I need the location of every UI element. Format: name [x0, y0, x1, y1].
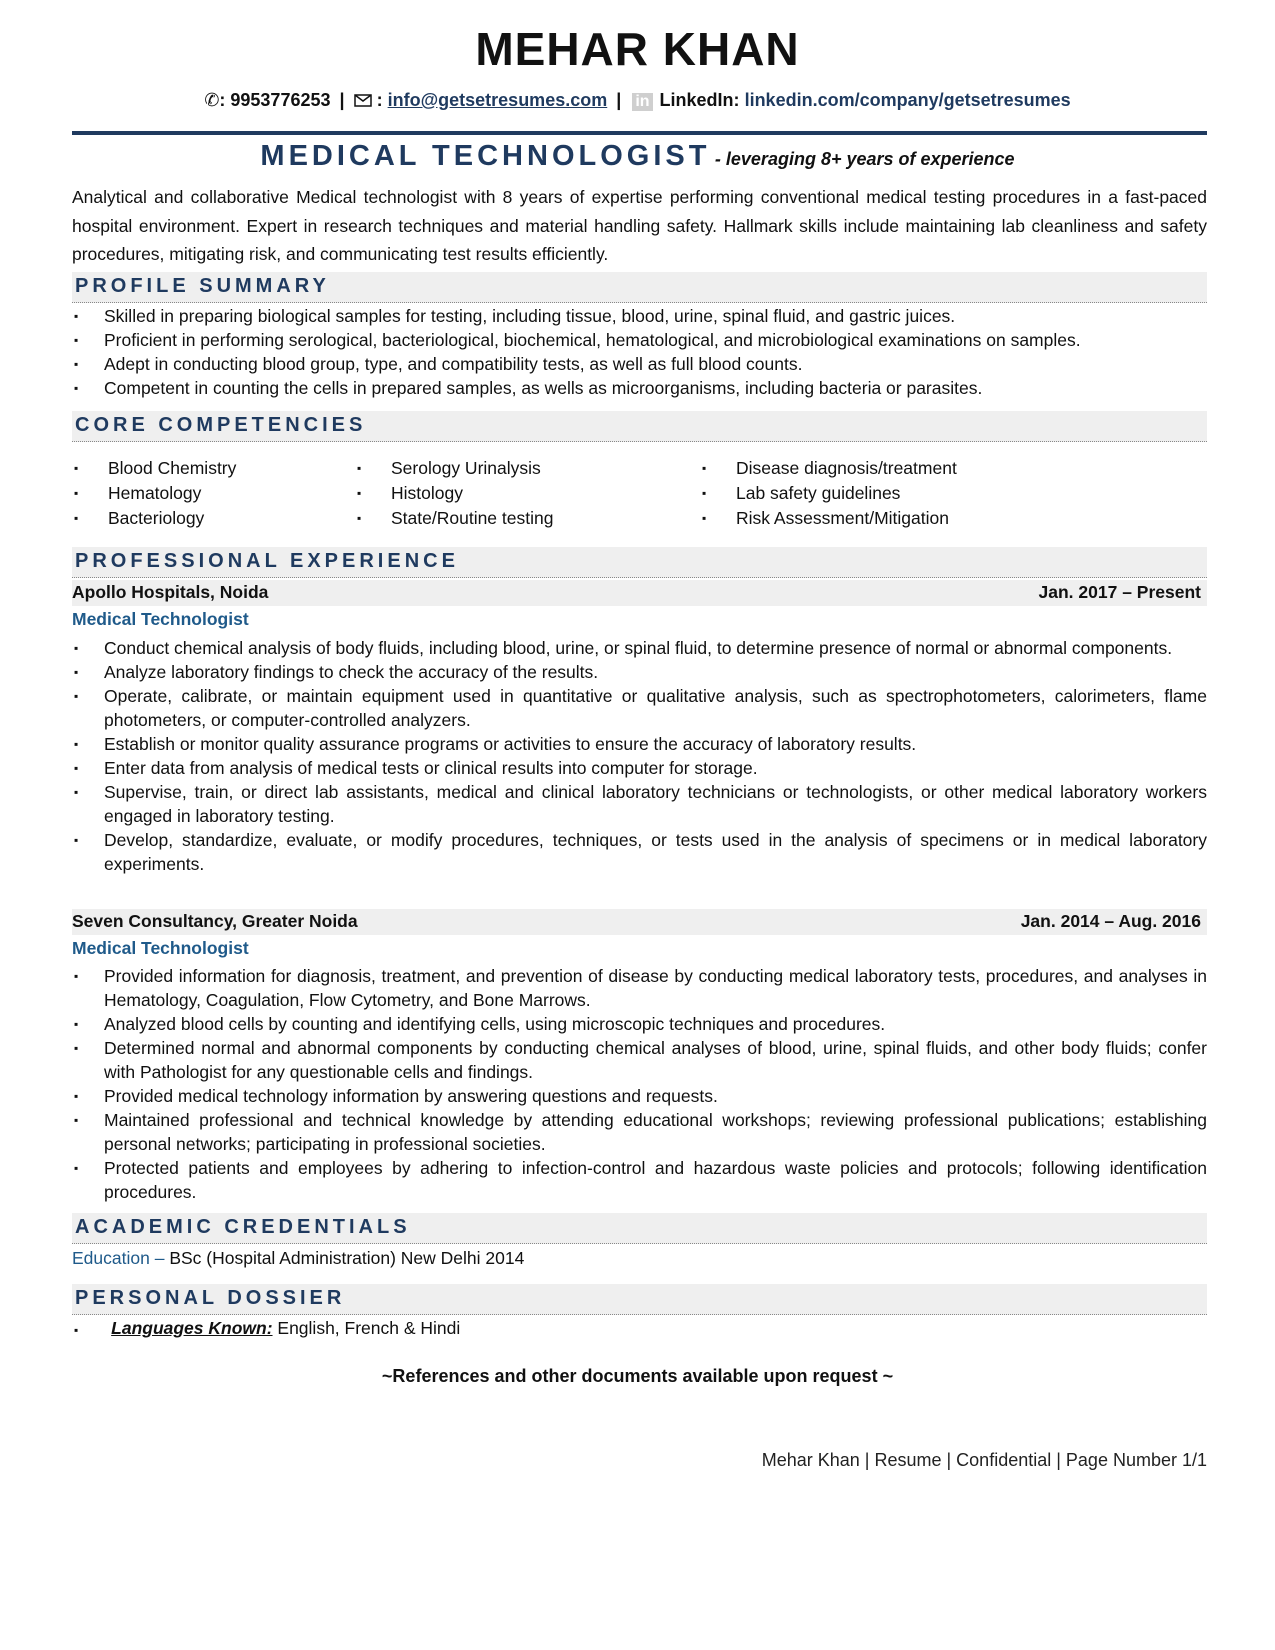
competencies-column-1 — [72, 456, 236, 531]
section-header-core-competencies: CORE COMPETENCIES — [72, 411, 1207, 442]
list-item: ▪ Operate, calibrate, or maintain equipment used in quantitative or qualitative analysis, such as spectrophotometers, calorimeters, flame photometers, or computer-controlled analyzers. — [74, 686, 1207, 730]
list-item: ▪ Analyzed blood cells by counting and identifying cells, using microscopic techniques and procedures. — [74, 1014, 886, 1034]
languages-label: Languages Known: — [111, 1318, 273, 1338]
list-item: ▪ Provided information for diagnosis, treatment, and prevention of disease by conducting medical laboratory tests, procedures, and analyses in Hematology, Coagulation, Flow Cytometry, and Bone Marrows. — [74, 966, 1207, 1010]
candidate-name: MEHAR KHAN — [475, 23, 800, 75]
separator: | — [616, 90, 622, 110]
experience-tagline: - leveraging 8+ years of experience — [714, 149, 1015, 169]
employer-name: Apollo Hospitals, Noida — [72, 582, 269, 602]
list-item: ▪ Histology — [357, 483, 463, 503]
page-footer: Mehar Khan | Resume | Confidential | Page Number 1/1 — [761, 1450, 1207, 1470]
list-item: ▪ Supervise, train, or direct lab assistants, medical and clinical laboratory technicians or technologists, or other medical laboratory workers engaged in laboratory testing. — [74, 782, 1207, 826]
competencies-column-2 — [355, 456, 553, 531]
list-item: ▪ Bacteriology — [74, 508, 205, 528]
section-header-personal-dossier: PERSONAL DOSSIER — [72, 1284, 1207, 1315]
list-item: ▪ State/Routine testing — [357, 508, 554, 528]
list-item: ▪ Hematology — [74, 483, 202, 503]
separator: | — [339, 90, 345, 110]
header-divider — [72, 131, 1207, 135]
list-item: ▪ Blood Chemistry — [74, 458, 237, 478]
job-title: Medical Technologist — [72, 609, 249, 629]
education-label: Education – — [72, 1248, 165, 1268]
section-header-professional-experience: PROFESSIONAL EXPERIENCE — [72, 547, 1207, 578]
list-item: ▪ Adept in conducting blood group, type, and compatibility tests, as well as full blood counts. — [74, 354, 803, 374]
linkedin-label: LinkedIn: — [659, 90, 740, 110]
list-item: ▪ Competent in counting the cells in prepared samples, as wells as microorganisms, including bacteria or parasites. — [74, 378, 983, 398]
job-header — [72, 580, 1207, 606]
list-item: ▪ Risk Assessment/Mitigation — [702, 508, 949, 528]
envelope-icon — [354, 90, 377, 110]
education-entry — [72, 1248, 524, 1269]
section-header-profile-summary: PROFILE SUMMARY — [72, 272, 1207, 303]
languages-entry: ▪ Languages Known: English, French & Hindi — [74, 1318, 461, 1338]
linkedin-link[interactable]: linkedin.com/company/getsetresumes — [744, 90, 1071, 110]
section-header-academic-credentials: ACADEMIC CREDENTIALS — [72, 1213, 1207, 1244]
job-responsibilities-list — [72, 636, 1207, 876]
list-item: ▪ Analyze laboratory findings to check the accuracy of the results. — [74, 662, 599, 682]
competencies-column-3 — [700, 456, 957, 531]
job-responsibilities-list — [72, 964, 1207, 1204]
employment-dates: Jan. 2014 – Aug. 2016 — [1020, 911, 1201, 931]
list-item: ▪ Determined normal and abnormal components by conducting chemical analyses of blood, urine, spinal fluids, and other body fluids; confer with Pathologist for any questionable cells and findings. — [74, 1038, 1207, 1082]
list-item: ▪ Disease diagnosis/treatment — [702, 458, 957, 478]
job-title: Medical Technologist — [72, 938, 249, 958]
list-item: ▪ Protected patients and employees by adhering to infection-control and hazardous waste policies and protocols; following identification procedures. — [74, 1158, 1207, 1202]
list-item: ▪ Enter data from analysis of medical tests or clinical results into computer for storage. — [74, 758, 758, 778]
list-item: ▪ Proficient in performing serological, bacteriological, biochemical, hematological, and microbiological examinations on samples. — [74, 330, 1081, 350]
list-item: ▪ Serology Urinalysis — [357, 458, 541, 478]
linkedin-icon: in — [632, 93, 652, 111]
list-item: ▪ Maintained professional and technical knowledge by attending educational workshops; reviewing professional publications; establishing personal networks; participating in professional societies. — [74, 1110, 1207, 1154]
employment-dates: Jan. 2017 – Present — [1038, 582, 1201, 602]
list-item: ▪ Develop, standardize, evaluate, or modify procedures, techniques, or tests used in the analysis of specimens or in medical laboratory experiments. — [74, 830, 1207, 874]
list-item: ▪ Lab safety guidelines — [702, 483, 901, 503]
profile-summary-list — [72, 304, 1207, 400]
languages-value: English, French & Hindi — [277, 1318, 461, 1338]
employer-name: Seven Consultancy, Greater Noida — [72, 911, 358, 931]
contact-line: ✆: 9953776253 | : info@getsetresumes.com | in LinkedIn: linkedin.com/company/getsetresumes — [204, 90, 1071, 110]
references-note: ~References and other documents available upon request ~ — [381, 1366, 894, 1386]
education-value: BSc (Hospital Administration) New Delhi 2014 — [169, 1248, 525, 1268]
phone-number: ✆: 9953776253 — [204, 90, 331, 110]
list-item: ▪ Conduct chemical analysis of body fluids, including blood, urine, or spinal fluid, to determine presence of normal or abnormal components. — [74, 638, 1173, 658]
list-item: ▪ Provided medical technology information by answering questions and requests. — [74, 1086, 718, 1106]
email-link[interactable]: info@getsetresumes.com — [387, 90, 608, 110]
job-role-title: MEDICAL TECHNOLOGIST — [260, 140, 711, 172]
job-header — [72, 909, 1207, 935]
list-item: ▪ Establish or monitor quality assurance programs or activities to ensure the accuracy of laboratory results. — [74, 734, 917, 754]
list-item: ▪ Skilled in preparing biological samples for testing, including tissue, blood, urine, spinal fluid, and gastric juices. — [74, 306, 956, 326]
intro-paragraph: Analytical and collaborative Medical technologist with 8 years of expertise performing conventional medical testing procedures in a fast-paced hospital environment. Expert in research techniques and material handling safety. Hallmark skills include maintaining lab cleanliness and safety procedures, mitigating risk, and communicating test results efficiently. — [72, 187, 1207, 264]
headline — [0, 140, 1275, 173]
